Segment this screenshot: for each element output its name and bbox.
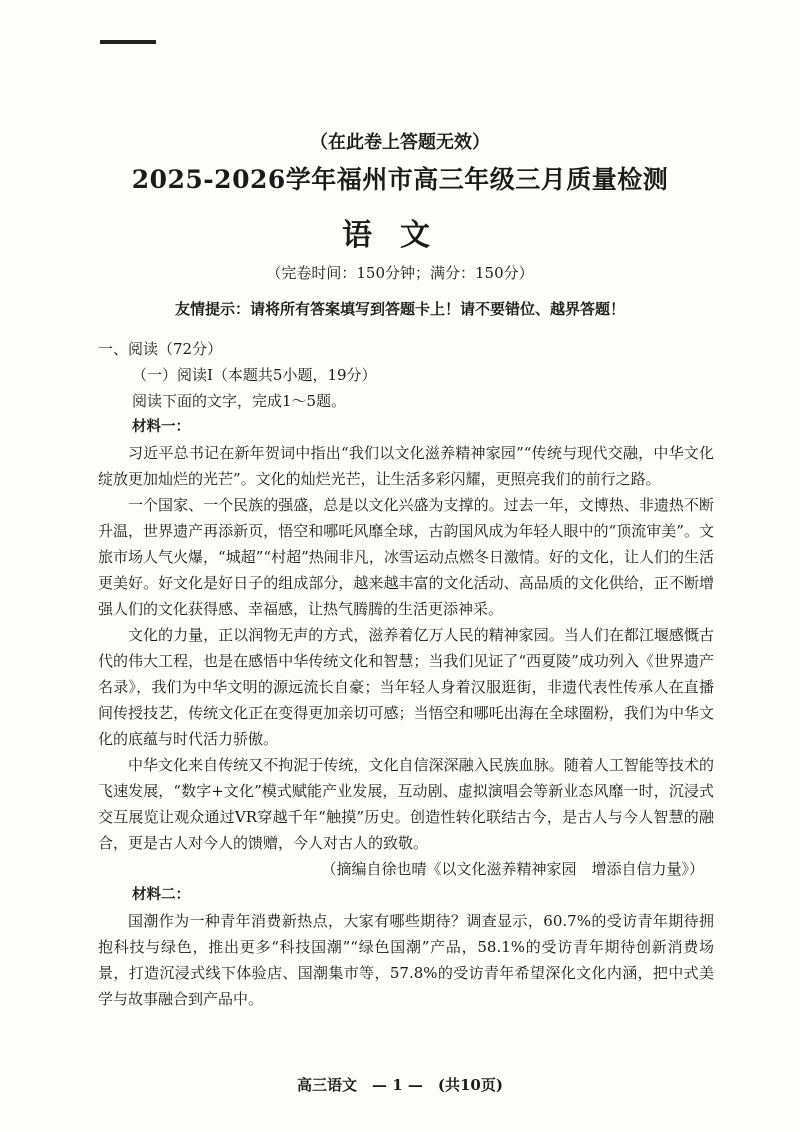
reading-instruction: 阅读下面的文字，完成1～5题。 <box>132 392 347 410</box>
section-title: 一、阅读（72分） <box>98 340 223 358</box>
material-one-heading: 材料一： <box>132 419 190 435</box>
exam-content <box>98 336 714 1012</box>
material-two-heading: 材料二： <box>132 887 190 903</box>
invalid-answer-notice: （在此卷上答题无效） <box>310 132 490 153</box>
friendly-tip: 友情提示：请将所有答案填写到答题卡上！请不要错位、越界答题！ <box>174 300 625 318</box>
material-one-paragraph: 文化的力量，正以润物无声的方式，滋养着亿万人民的精神家园。当人们在都江堰感慨古代的伟大工程，也是在感悟中华传统文化和智慧；当我们见证了“西夏陵”成功列入《世界遗产名录》，我们为中华文明的源远流长自豪；当年轻人身着汉服逛街，非遗代表性传承人在直播间传授技艺，传统文化正在变得更加亲切可感；当悟空和哪吒出海在全球圈粉，我们为中华文化的底蕴与时代活力骄傲。 <box>98 626 714 748</box>
part-title: （一）阅读Ⅰ（本题共5小题，19分） <box>132 366 377 384</box>
subject-title: 语文 <box>342 218 458 253</box>
material-one-source: （摘编自徐也晴《以文化滋养精神家园 增添自信力量》） <box>321 860 704 878</box>
exam-time-info: （完卷时间：150分钟；满分：150分） <box>266 264 534 282</box>
material-one-paragraph: 中华文化来自传统又不拘泥于传统，文化自信深深融入民族血脉。随着人工智能等技术的飞速发展，“数字+文化”模式赋能产业发展，互动剧、虚拟演唱会等新业态风靡一时，沉浸式交互展览让观众通过VR穿越千年“触摸”历史。创造性转化联结古今，是古人与今人智慧的融合，更是古人对今人的馈赠，今人对古人的致敬。 <box>98 756 714 852</box>
material-two-paragraph: 国潮作为一种青年消费新热点，大家有哪些期待？调查显示，60.7%的受访青年期待拥抱科技与绿色，推出更多“科技国潮”“绿色国潮”产品，58.1%的受访青年期待创新消费场景，打造沉浸式线下体验店、国潮集市等，57.8%的受访青年希望深化文化内涵，把中式美学与故事融合到产品中。 <box>98 912 714 1008</box>
corner-mark <box>100 40 156 44</box>
page-footer: 高三语文 — 1 — (共10页) <box>297 1076 503 1094</box>
exam-title: 2025-2026学年福州市高三年级三月质量检测 <box>131 165 669 194</box>
material-one-paragraph: 习近平总书记在新年贺词中指出“我们以文化滋养精神家园”“传统与现代交融，中华文化绽放更加灿烂的光芒”。文化的灿烂光芒，让生活多彩闪耀，更照亮我们的前行之路。 <box>98 444 714 488</box>
material-one-paragraph: 一个国家、一个民族的强盛，总是以文化兴盛为支撑的。过去一年，文博热、非遗热不断升温，世界遗产再添新页，悟空和哪吒风靡全球，古韵国风成为年轻人眼中的“顶流审美”。文旅市场人气火爆，“城超”“村超”热闹非凡，冰雪运动点燃冬日激情。好的文化，让人们的生活更美好。好文化是好日子的组成部分，越来越丰富的文化活动、高品质的文化供给，正不断增强人们的文化获得感、幸福感，让热气腾腾的生活更添神采。 <box>98 496 714 618</box>
